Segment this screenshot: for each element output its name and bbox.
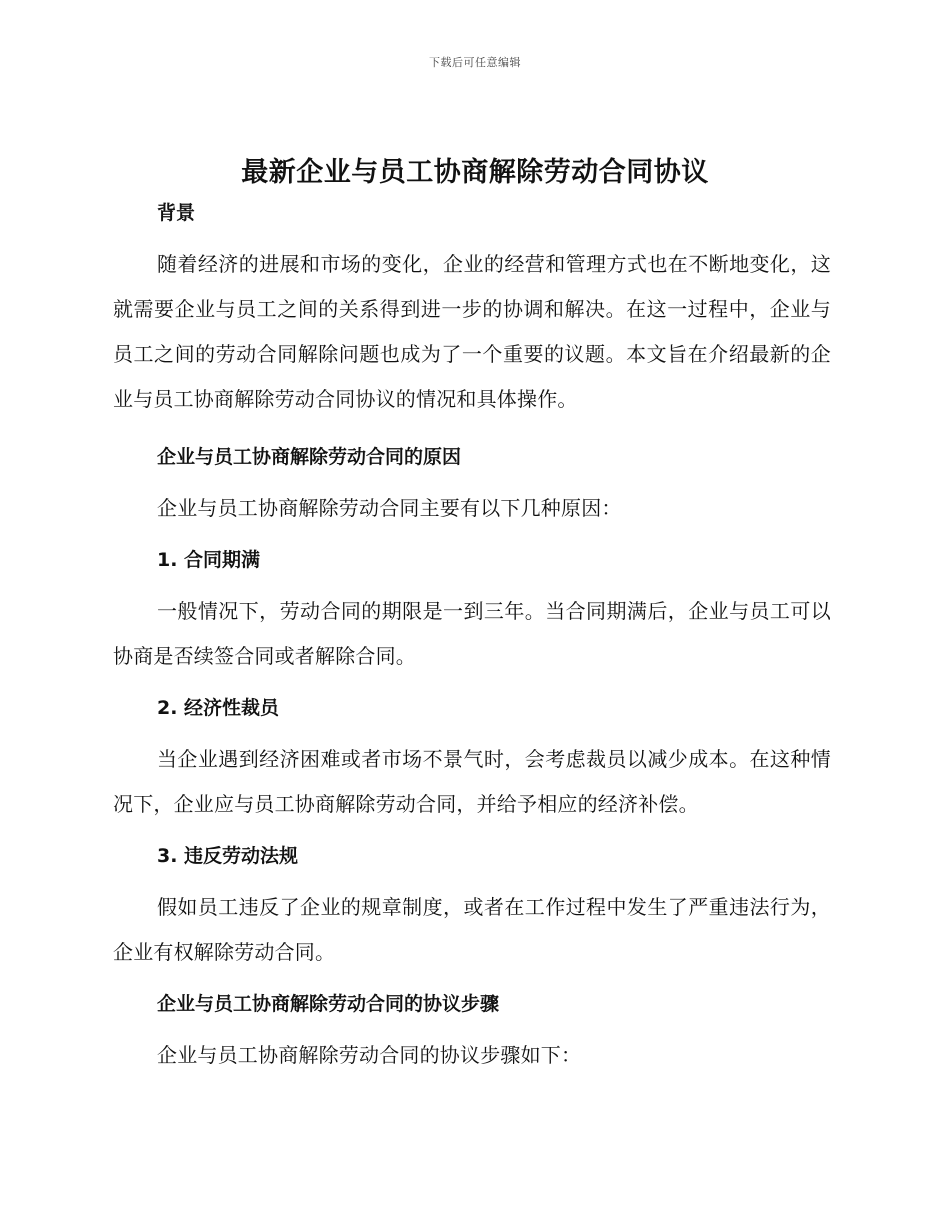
header-note: 下载后可任意编辑 [429,56,521,69]
paragraph-reason-2: 当企业遇到经济困难或者市场不景气时，会考虑裁员以减少成本。在这种情况下，企业应与员工协商解除劳动合同，并给予相应的经济补偿。 [113,747,831,816]
document-title: 最新企业与员工协商解除劳动合同协议 [241,157,709,188]
section-heading-reason-2: 2. 经济性裁员 [157,697,280,719]
paragraph-reasons-intro: 企业与员工协商解除劳动合同主要有以下几种原因： [157,496,622,520]
section-heading-reason-3: 3. 违反劳动法规 [157,845,299,867]
paragraph-background: 随着经济的进展和市场的变化，企业的经营和管理方式也在不断地变化，这就需要企业与员工之间的关系得到进一步的协调和解决。在这一过程中，企业与员工之间的劳动合同解除问题也成为了一个重要的议题。本文旨在介绍最新的企业与员工协商解除劳动合同协议的情况和具体操作。 [113,252,831,411]
paragraph-reason-1: 一般情况下，劳动合同的期限是一到三年。当合同期满后，企业与员工可以协商是否续签合同或者解除合同。 [113,599,831,668]
section-heading-steps: 企业与员工协商解除劳动合同的协议步骤 [157,993,500,1015]
document-body [113,196,831,1078]
section-heading-reasons: 企业与员工协商解除劳动合同的原因 [157,446,462,468]
section-heading-background: 背景 [157,202,196,224]
section-heading-reason-1: 1. 合同期满 [157,549,261,571]
paragraph-reason-3: 假如员工违反了企业的规章制度，或者在工作过程中发生了严重违法行为，企业有权解除劳动合同。 [113,895,831,964]
paragraph-steps-intro: 企业与员工协商解除劳动合同的协议步骤如下： [157,1043,582,1067]
